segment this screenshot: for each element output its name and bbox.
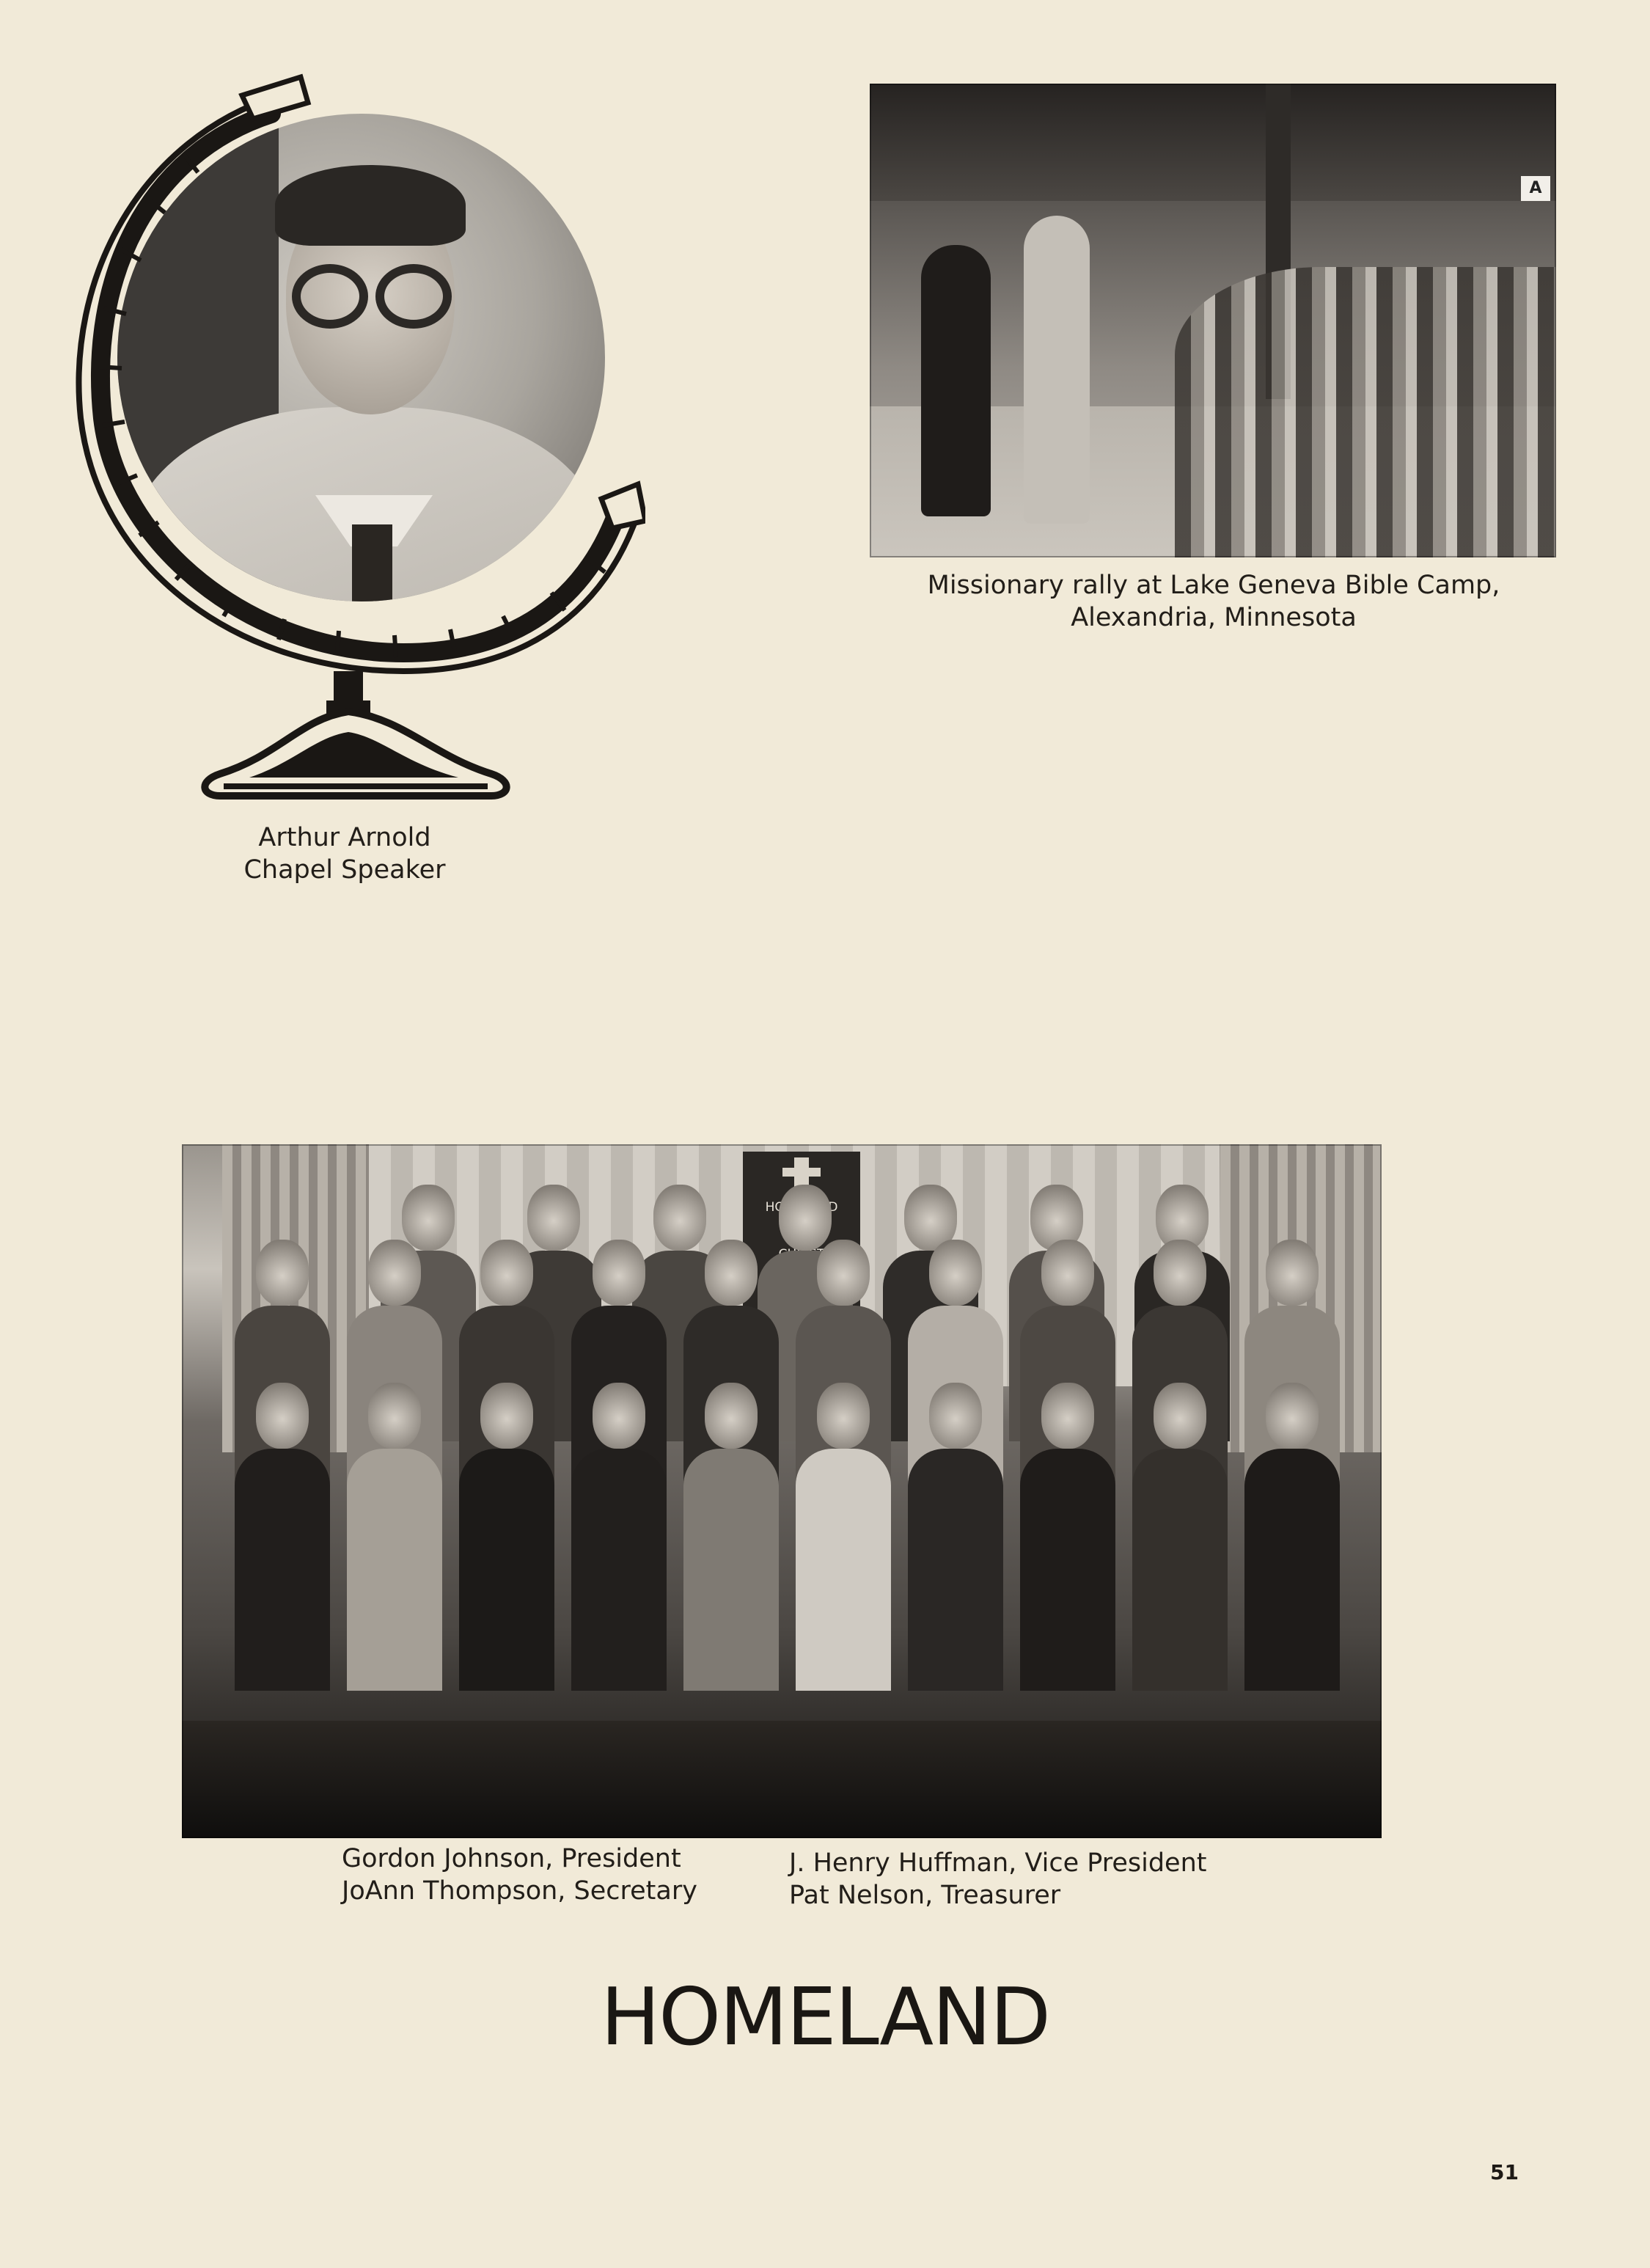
officers-left bbox=[342, 1843, 697, 1907]
globe-portrait bbox=[59, 73, 645, 807]
cross-icon bbox=[794, 1157, 809, 1201]
portrait-caption bbox=[183, 822, 506, 886]
banner-line1: HOMELAND bbox=[765, 1200, 838, 1215]
officers-right bbox=[789, 1847, 1207, 1912]
rally-sign: A bbox=[1521, 176, 1550, 201]
group-photo bbox=[182, 1144, 1382, 1838]
officer-president: Gordon Johnson, President bbox=[342, 1844, 681, 1873]
globe-stand-illustration bbox=[59, 73, 645, 807]
page-number: 51 bbox=[1490, 2160, 1519, 2184]
officer-treasurer: Pat Nelson, Treasurer bbox=[789, 1881, 1061, 1910]
banner-line3: CHRIST bbox=[778, 1247, 825, 1262]
officer-vice-president: J. Henry Huffman, Vice President bbox=[789, 1848, 1207, 1878]
section-title: HOMELAND bbox=[600, 1972, 1050, 2063]
rally-caption-line1: Missionary rally at Lake Geneva Bible Camp, bbox=[927, 571, 1500, 600]
portrait-name: Arthur Arnold bbox=[258, 823, 431, 852]
banner-line2: FOR bbox=[788, 1223, 815, 1238]
rally-caption bbox=[865, 569, 1562, 634]
portrait-role: Chapel Speaker bbox=[243, 855, 446, 885]
rally-caption-line2: Alexandria, Minnesota bbox=[1071, 603, 1357, 632]
officer-secretary: JoAnn Thompson, Secretary bbox=[342, 1876, 697, 1906]
rally-photo bbox=[870, 84, 1556, 557]
homeland-banner bbox=[743, 1152, 860, 1320]
